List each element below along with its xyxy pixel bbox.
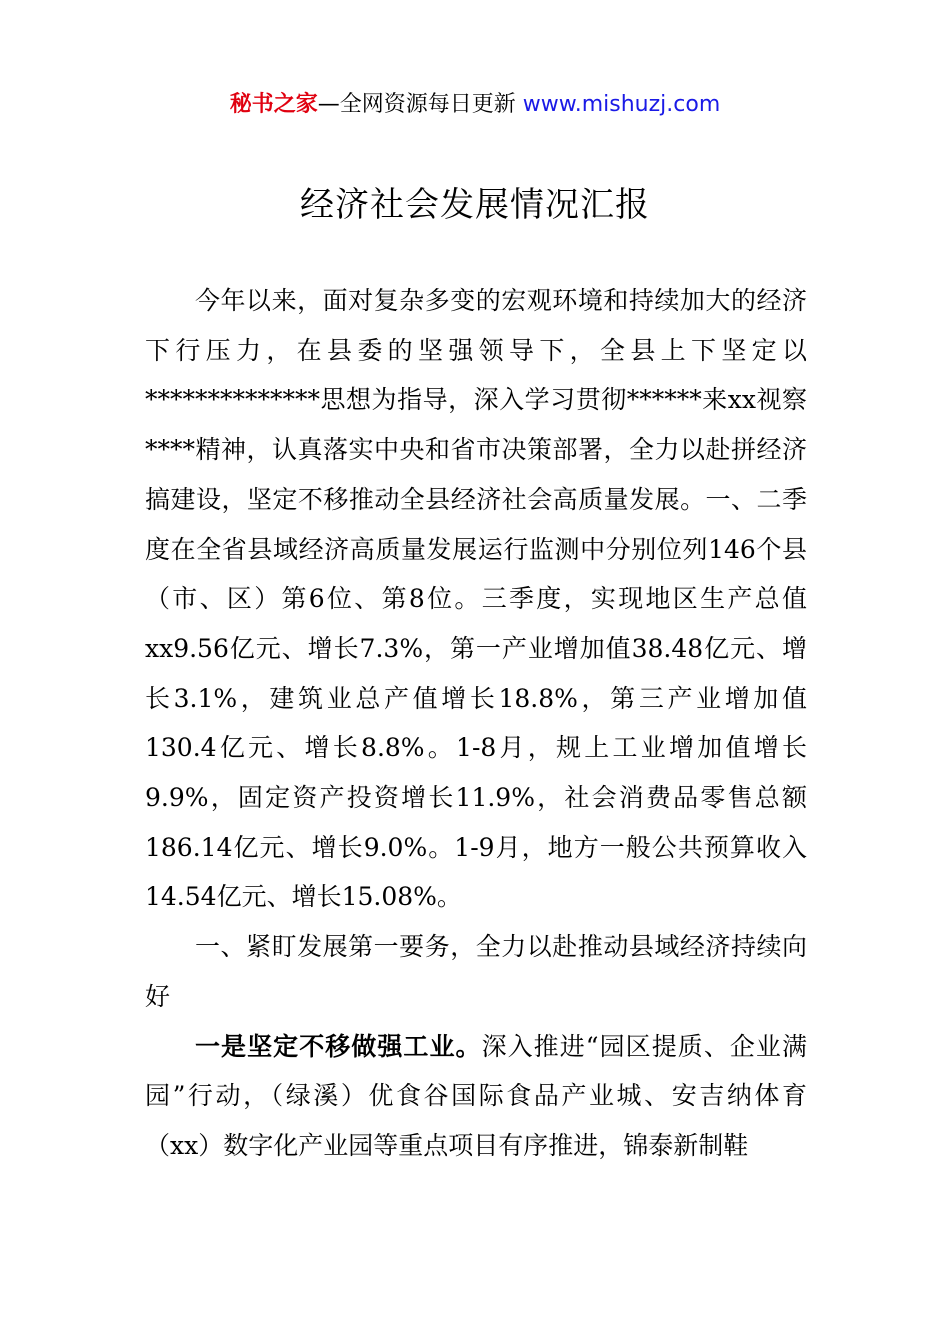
paragraph-lead: 一是坚定不移做强工业。 (195, 1031, 482, 1061)
site-header (0, 88, 950, 122)
industry-paragraph (145, 1022, 807, 1171)
site-brand: 秘书之家 (229, 92, 318, 117)
site-url-link[interactable]: www.mishuzj.com (522, 92, 721, 117)
section-heading: 一、紧盯发展第一要务，全力以赴推动县域经济持续向好 (145, 932, 807, 1011)
document-body (145, 276, 807, 1171)
site-tagline: —全网资源每日更新 (317, 92, 523, 117)
document-title: 经济社会发展情况汇报 (300, 185, 650, 225)
paragraph-body: 深入推进“园区提质、企业满园”行动，（绿溪）优食谷国际食品产业城、安吉纳体育（xx）数字化产业园等重点项目有序推进，锦泰新制鞋 (145, 1031, 807, 1160)
intro-paragraph: 今年以来，面对复杂多变的宏观环境和持续加大的经济下行压力，在县委的坚强领导下，全县上下坚定以**************思想为指导，深入学习贯彻******来xx视察****精神，认真落实中央和省市决策部署，全力以赴拼经济搞建设，坚定不移推动全县经济社会高质量发展。一、二季度在全省县域经济高质量发展运行监测中分别位列146个县（市、区）第6位、第8位。三季度，实现地区生产总值xx9.56亿元、增长7.3%，第一产业增加值38.48亿元、增长3.1%，建筑业总产值增长18.8%，第三产业增加值130.4亿元、增长8.8%。1-8月，规上工业增加值增长9.9%，固定资产投资增长11.9%，社会消费品零售总额186.14亿元、增长9.0%。1-9月，地方一般公共预算收入14.54亿元、增长15.08%。 (145, 286, 807, 912)
